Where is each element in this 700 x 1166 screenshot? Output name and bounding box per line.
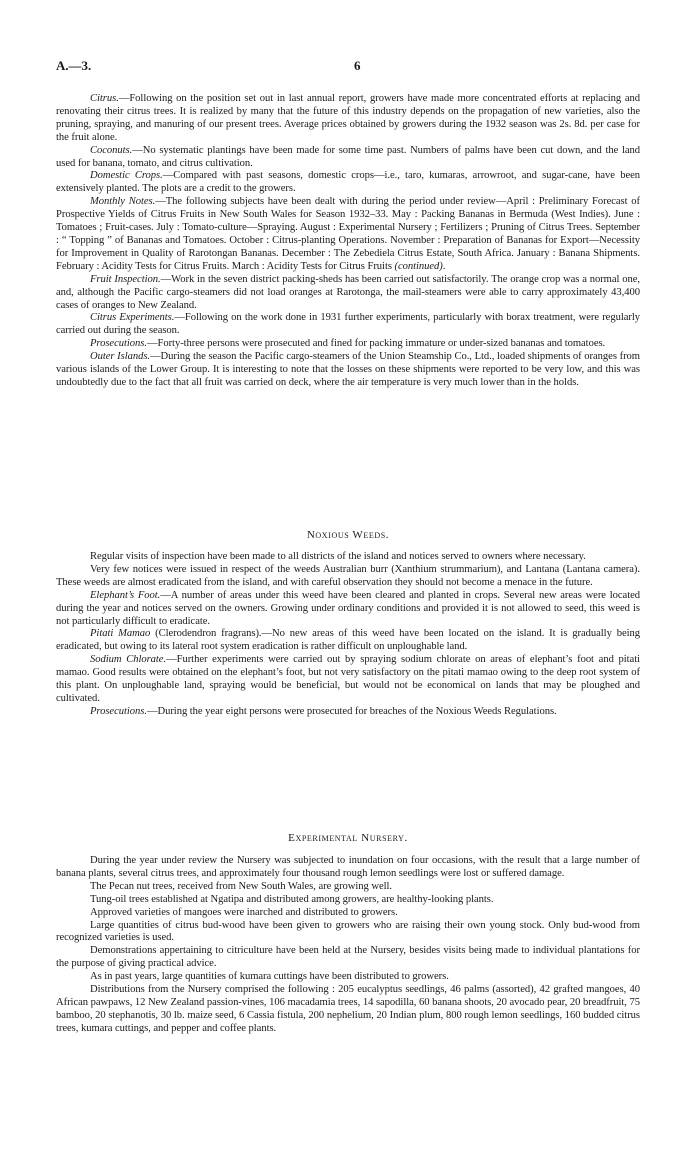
paragraph-weed-notices: Very few notices were issued in respect of the weeds Australian burr (Xanthium strummarium), and Lantana (Lantana camera). These weeds are almost eradicated from the island, and with careful observation they should not become a menace in the future.: [56, 563, 640, 588]
paragraph-distributions: Distributions from the Nursery comprised the following : 205 eucalyptus seedlings, 46 palms (assorted), 42 grafted mangoes, 40 African pawpaws, 12 New Zealand passion-vines, 106 macadamia trees, 14 sapodilla, 60 banana shoots, 20 avocado pear, 20 breadfruit, 75 bamboo, 20 stephanotis, 30 lb. maize seed, 6 Cassia fistula, 200 nephelium, 20 Indian plum, 800 rough lemon seedlings, 160 budded citrus trees, kumara cuttings, and pepper and coffee plants.: [56, 984, 640, 1034]
lead-sodium-chlorate: Sodium Chlorate.: [90, 654, 167, 666]
lead-domestic-crops: Domestic Crops.: [90, 170, 163, 182]
lead-pitati-mamao: Pitati Mamao: [90, 628, 151, 640]
paragraph-fruit-inspection: Fruit Inspection.—Work in the seven district packing-sheds has been carried out satisfactorily. The orange crop was a normal one, and, although the Pacific cargo-steamers did not load oranges at Rarotonga, the mail-steamers were able to carry approximately 43,400 cases of oranges to New Zealand.: [56, 273, 640, 311]
lead-elephants-foot: Elephant’s Foot.: [90, 589, 161, 601]
lead-coconuts: Coconuts.: [90, 144, 133, 156]
paragraph-outer-islands: Outer Islands.—During the season the Pacific cargo-steamers of the Union Steamship Co., Ltd., loaded shipments of oranges from various islands of the Lower Group. It is interesting to note that the losses on these shipments were reported to be very low, and this was undoubtedly due to the fact that all fruit was carried on deck, where the air temperature is very much lower than in the holds.: [56, 351, 640, 388]
paragraph-inspection: Regular visits of inspection have been made to all districts of the island and notices served to owners where necessary.: [90, 551, 586, 562]
lead-citrus: Citrus.: [90, 93, 119, 104]
paragraph-inundation: During the year under review the Nursery was subjected to inundation on four occasions, with the result that a large number of banana plants, several citrus trees, and approximately four thousand rough lemon seedlings were lost or suffered damage.: [56, 855, 640, 879]
document-code: A.—3.: [56, 58, 92, 73]
paragraph-pitati-mamao: Pitati Mamao (Clerodendron fragrans).—No new areas of this weed have been located on the island. It is gradually being eradicated, but owing to its lateral root system eradication is rather difficult on unploughable land.: [56, 628, 640, 653]
paragraph-domestic-crops: Domestic Crops.—Compared with past seasons, domestic crops—i.e., taro, kumaras, arrowroot, and sugar-cane, have been extensively planted. The plots are a credit to the growers.: [56, 170, 640, 195]
paragraph-prosecutions: Prosecutions.—Forty-three persons were prosecuted and fined for packing immature or under-sized bananas and tomatoes.: [90, 338, 606, 350]
section-title-noxious-weeds: Noxious Weeds.: [306, 529, 390, 541]
paragraph-coconuts: Coconuts.—No systematic plantings have been made for some time past. Numbers of palms have been cut down, and the land used for banana, tomato, and citrus cultivation.: [56, 144, 640, 169]
paragraph-pecan: The Pecan nut trees, received from New South Wales, are growing well.: [90, 880, 393, 892]
section-title-experimental-nursery: Experimental Nursery.: [288, 832, 408, 844]
paragraph-demonstrations: Demonstrations appertaining to citriculture have been held at the Nursery, besides visits being made to individual plantations for the purpose of giving practical advice.: [56, 945, 640, 970]
paragraph-mangoes: Approved varieties of mangoes were inarched and distributed to growers.: [90, 906, 398, 918]
paragraph-monthly-notes: Monthly Notes.—The following subjects have been dealt with during the period under review—April : Preliminary Forecast of Prospective Yields of Citrus Fruits in New South Wales for Season 1932–33. May : Packing Bananas in Bermuda (West Indies). June : Tomatoes ; Fruit-cases. July : Tomato-culture—Spraying. August : Experimental Nursery ; Fertilizers ; Pruning of Citrus Trees. September : “ Topping ” of Bananas and Tomatoes. October : Citrus-planting Operations. November : Preparation of Bananas for Export—Necessity for Improvement in Quality of Rarotongan Bananas. December : The Zebediela Citrus Estate, South Africa. January : Banana Shipments. February : Acidity Tests for Citrus Fruits. March : Acidity Tests for Citrus Fruits (continued).: [56, 196, 640, 272]
lead-outer-islands: Outer Islands.: [90, 351, 151, 363]
lead-citrus-experiments: Citrus Experiments.: [90, 312, 175, 324]
page-number: 6: [354, 58, 361, 73]
experimental-nursery-section: [56, 855, 640, 1036]
agriculture-section: [56, 93, 640, 390]
lead-fruit-inspection: Fruit Inspection.: [90, 273, 161, 285]
paragraph-citrus-experiments: Citrus Experiments.—Following on the work done in 1931 further experiments, particularly with borax treatment, were regularly carried out during the season.: [56, 312, 640, 337]
paragraph-elephants-foot: Elephant’s Foot.—A number of areas under this weed have been cleared and planted in crops. Several new areas were located during the year and notices served on the owners. Growing under ordinary conditions and provided it is not allowed to seed, this weed is not particularly difficult to eradicate.: [56, 589, 640, 627]
paragraph-bud-wood: Large quantities of citrus bud-wood have been given to growers who are raising their own young stock. Only bud-wood from recognized varieties is used.: [56, 919, 640, 944]
lead-prosecutions: Prosecutions.: [90, 338, 147, 350]
paragraph-weed-prosecutions: Prosecutions.—During the year eight persons were prosecuted for breaches of the Noxious Weeds Regulations.: [90, 705, 557, 717]
paragraph-citrus: Citrus.—Following on the position set out in last annual report, growers have made more concentrated efforts at replacing and renovating their citrus trees. It is realized by many that the future of this industry depends on the propagation of new varieties, also the pruning, spraying, and manuring of our present trees. Average prices obtained by growers during the 1932 season was 2s. 8d. per case for the fruit alone.: [56, 93, 640, 143]
lead-weed-prosecutions: Prosecutions.: [90, 705, 147, 717]
noxious-weeds-section: [56, 551, 640, 719]
paragraph-kumara: As in past years, large quantities of kumara cuttings have been distributed to growers.: [90, 971, 449, 983]
paragraph-tung-oil: Tung-oil trees established at Ngatipa and distributed among growers, are healthy-looking plants.: [90, 893, 494, 905]
paragraph-sodium-chlorate: Sodium Chlorate.—Further experiments were carried out by spraying sodium chlorate on areas of elephant’s foot and pitati mamao. Good results were obtained on the elephant’s foot, but not very satisfactory on the pitati mamao owing to the deep root system of this plant. On unploughable land, spraying would be beneficial, but would not be economical on lands that may be ploughed and cultivated.: [56, 654, 640, 704]
lead-monthly-notes: Monthly Notes.: [90, 196, 156, 208]
